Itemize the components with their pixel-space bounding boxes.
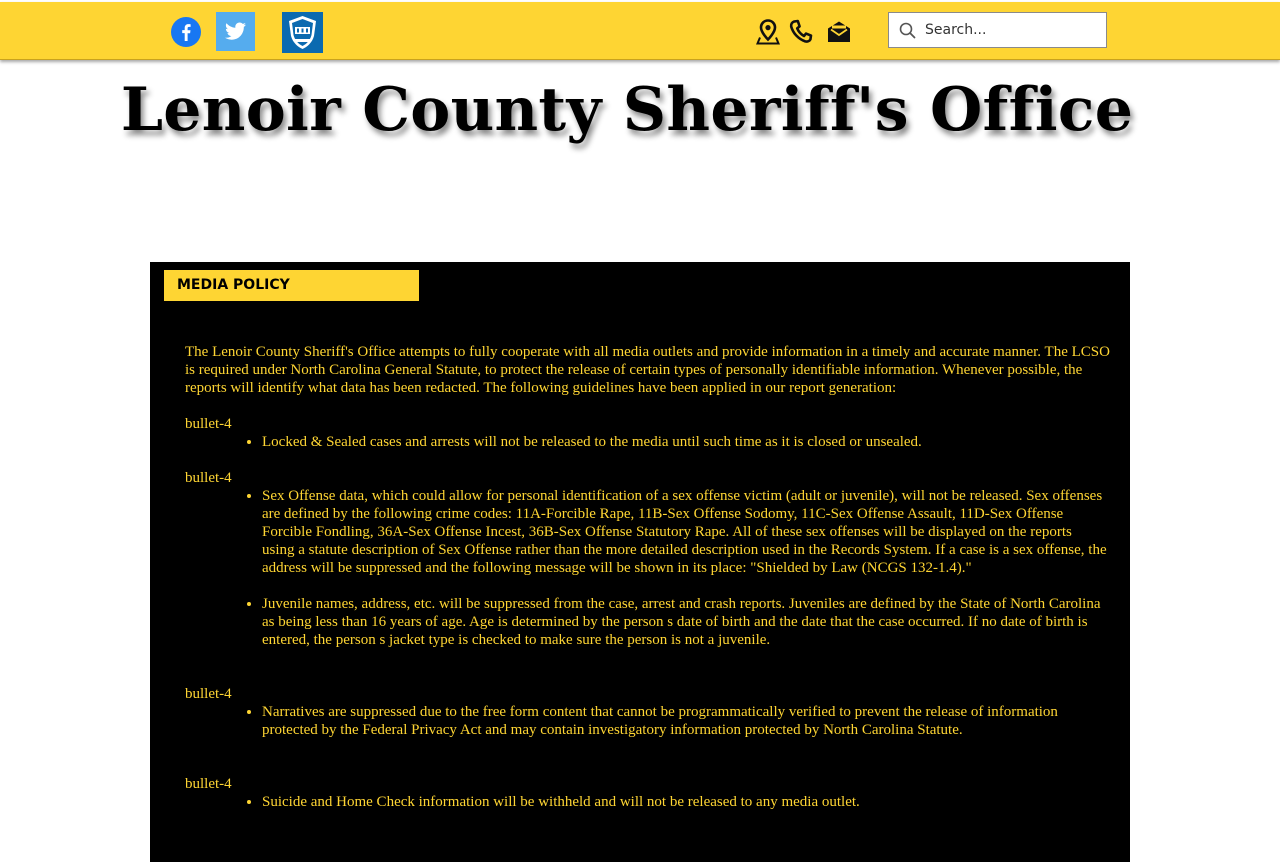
phone-icon[interactable] [789, 19, 813, 45]
bullet-image: bullet-4 [185, 416, 232, 432]
search-input[interactable] [925, 19, 1100, 41]
policy-text: • Narratives are suppressed due to the free form content that cannot be programmatically verified to prevent the release of information protected by the Federal Privacy Act and may contain investigatory information protected by North Carolina Statute. [262, 703, 1108, 739]
policy-text: • Juvenile names, address, etc. will be suppressed from the case, arrest and crash reports. Juveniles are defined by the State of North Carolina as being less than 16 years of age. Age is determined by the person s date of birth and the date that the case occurred. If no date of birth is entered, the person s jacket type is checked to make sure the person is not a juvenile. [262, 595, 1108, 649]
bullet-image: bullet-4 [185, 686, 232, 702]
site-title: Lenoir County Sheriff's Office [120, 75, 1134, 145]
policy-list [262, 487, 1108, 649]
envelope-icon[interactable] [827, 19, 851, 45]
search-icon [899, 22, 916, 39]
policy-list [262, 703, 1108, 739]
policy-text: • Sex Offense data, which could allow for personal identification of a sex offense victim (adult or juvenile), will not be released. Sex offenses are defined by the following crime codes: 11A-Forcible Rape, 11B-Sex Offense Sodomy, 11C-Sex Offense Assault, 11D-Sex Offense Forcible Fondling, 36A-Sex Offense Incest, 36B-Sex Offense Statutory Rape. All of these sex offenses will be displayed on the reports using a statute description of Sex Offense rather than the more detailed description used in the Records System. If a case is a sex offense, the address will be suppressed and the following message will be shown in its place: "Shielded by Law (NCGS 132-1.4)." [262, 487, 1108, 577]
section-label: MEDIA POLICY [164, 270, 419, 301]
policy-text: • Locked & Sealed cases and arrests will not be released to the media until such time as it is closed or unsealed. [262, 433, 1108, 451]
bullet-image: bullet-4 [185, 776, 232, 792]
facebook-icon[interactable] [171, 17, 201, 47]
policy-text: • Suicide and Home Check information will be withheld and will not be released to any media outlet. [262, 793, 1108, 811]
sheriff-badge-icon[interactable] [282, 12, 323, 53]
intro-paragraph: The Lenoir County Sheriff's Office attempts to fully cooperate with all media outlets and provide information in a timely and accurate manner. The LCSO is required under North Carolina General Statute, to protect the release of certain types of personally identifiable information. Whenever possible, the reports will identify what data has been redacted. The following guidelines have been applied in our report generation: [185, 344, 1110, 396]
policy-list [262, 433, 1108, 451]
top-bar [0, 2, 1280, 60]
twitter-icon[interactable] [216, 12, 255, 51]
policy-list [262, 793, 1108, 811]
bullet-image: bullet-4 [185, 470, 232, 486]
search-box[interactable] [888, 12, 1107, 48]
map-pin-icon[interactable] [756, 19, 780, 45]
main-content [150, 262, 1130, 862]
